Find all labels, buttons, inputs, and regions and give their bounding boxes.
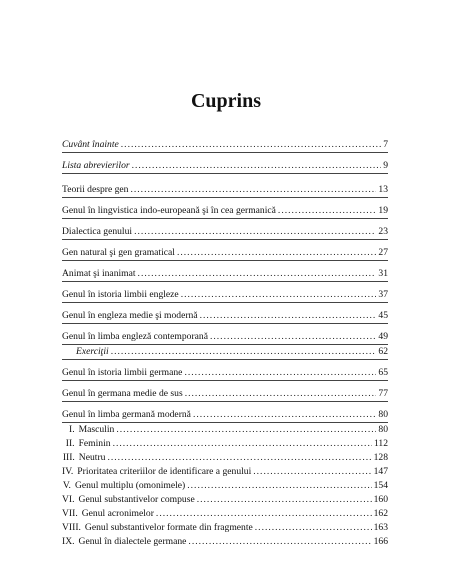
toc-subentry[interactable] — [62, 465, 388, 479]
toc-subentry-title: Feminin — [78, 438, 111, 449]
toc-entry-title: Teorii despre gen — [62, 184, 129, 195]
toc-page-number: 49 — [378, 331, 388, 342]
toc-page-number: 23 — [378, 226, 388, 237]
roman-numeral: II. — [65, 438, 75, 449]
toc-page-number: 160 — [373, 494, 388, 505]
toc-leader — [132, 159, 382, 173]
toc-leader — [181, 288, 377, 302]
toc-subentry[interactable] — [62, 437, 388, 451]
toc-entry-foreword[interactable] — [62, 138, 388, 152]
toc-page-number: 19 — [378, 205, 388, 216]
toc-page-number: 147 — [373, 466, 388, 477]
toc-subentry-title: Masculin — [78, 424, 115, 435]
toc-entry-title: Genul în limba germană modernă — [62, 409, 191, 420]
toc-leader — [210, 330, 376, 344]
toc-leader — [193, 408, 376, 422]
toc-leader — [177, 246, 376, 260]
roman-numeral: IX. — [62, 536, 75, 547]
toc-leader — [185, 387, 377, 401]
toc-entry[interactable] — [62, 267, 388, 281]
toc-subentry-title: Neutru — [78, 452, 106, 463]
roman-numeral: VII. — [62, 508, 78, 519]
toc-entry-title: Genul în istoria limbii engleze — [62, 289, 179, 300]
toc-leader — [138, 267, 377, 281]
toc-page-number: 112 — [373, 438, 388, 449]
toc-subentry-title: Genul în dialectele germane — [78, 536, 187, 547]
roman-numeral: III. — [62, 452, 75, 463]
toc-page-number: 62 — [378, 346, 388, 357]
toc-entry[interactable] — [62, 183, 388, 197]
toc-entry-title: Genul în engleza medie şi modernă — [62, 310, 198, 321]
toc-page-number: 31 — [378, 268, 388, 279]
subentry-list — [62, 423, 388, 549]
toc-entry[interactable] — [62, 288, 388, 302]
toc-subentry[interactable] — [62, 479, 388, 493]
toc-page-number: 128 — [373, 452, 388, 463]
toc-subentry-title: Genul substantivelor compuse — [78, 494, 195, 505]
toc-leader — [187, 479, 371, 493]
toc-leader — [184, 366, 376, 380]
toc-entry-title: Gen natural şi gen gramatical — [62, 247, 175, 258]
toc-entry-exercises[interactable] — [62, 345, 388, 359]
toc-page-number: 37 — [378, 289, 388, 300]
toc-leader — [278, 204, 376, 218]
toc-subentry[interactable] — [62, 535, 388, 549]
toc-leader — [255, 521, 372, 535]
toc-page-number: 154 — [373, 480, 388, 491]
toc-entry-title: Genul în istoria limbii germane — [62, 367, 183, 378]
roman-numeral: VIII. — [62, 522, 81, 533]
toc-entry[interactable] — [62, 246, 388, 260]
toc-page-number: 45 — [378, 310, 388, 321]
toc-leader — [121, 138, 381, 152]
toc-page-number: 65 — [378, 367, 388, 378]
toc-entry-title: Dialectica genului — [62, 226, 133, 237]
toc-subentry-title: Prioritatea criteriilor de identificare a genului — [77, 466, 252, 477]
toc-entry[interactable] — [62, 366, 388, 380]
roman-numeral: VI. — [62, 494, 75, 505]
toc-page-number: 13 — [378, 184, 388, 195]
toc-subentry-title: Genul multiplu (omonimele) — [74, 480, 186, 491]
toc-leader — [188, 535, 371, 549]
toc-page-number: 27 — [378, 247, 388, 258]
toc-page-number: 166 — [373, 536, 388, 547]
toc-entry-title: Exerciţii — [76, 346, 109, 357]
toc-page-number: 80 — [378, 424, 388, 435]
toc-entry[interactable] — [62, 309, 388, 323]
page-title: Cuprins — [190, 90, 262, 112]
toc-entry-abbreviations[interactable] — [62, 159, 388, 173]
toc-subentry[interactable] — [62, 521, 388, 535]
toc-page-number: 163 — [373, 522, 388, 533]
toc-entry-title: Cuvânt înainte — [62, 139, 119, 150]
toc-entry-title: Animat şi inanimat — [62, 268, 136, 279]
toc-subentry[interactable] — [62, 451, 388, 465]
toc-page-number: 9 — [383, 160, 388, 171]
toc-entry-title: Genul în lingvistica indo-europeană şi în cea germanică — [62, 205, 276, 216]
table-of-contents — [62, 138, 388, 549]
toc-leader — [200, 309, 377, 323]
roman-numeral: V. — [62, 480, 71, 491]
toc-entry[interactable] — [62, 330, 388, 344]
toc-leader — [113, 437, 372, 451]
toc-page-number: 7 — [383, 139, 388, 150]
toc-entry[interactable] — [62, 225, 388, 239]
roman-numeral: IV. — [62, 466, 74, 477]
toc-entry-title: Genul în limba engleză contemporană — [62, 331, 208, 342]
toc-entry-title: Genul în germana medie de sus — [62, 388, 183, 399]
toc-entry[interactable] — [62, 204, 388, 218]
toc-entry[interactable] — [62, 408, 388, 422]
toc-subentry[interactable] — [62, 493, 388, 507]
toc-subentry[interactable] — [62, 507, 388, 521]
toc-leader — [130, 183, 376, 197]
toc-page-number: 80 — [378, 409, 388, 420]
toc-page-number: 162 — [373, 508, 388, 519]
roman-numeral: I. — [69, 424, 75, 435]
toc-subentry-title: Genul acronimelor — [81, 508, 154, 519]
toc-leader — [116, 423, 376, 437]
toc-entry-title: Lista abrevierilor — [62, 160, 130, 171]
toc-entry[interactable] — [62, 387, 388, 401]
toc-leader — [197, 493, 372, 507]
toc-subentry[interactable] — [62, 423, 388, 437]
toc-page-number: 77 — [378, 388, 388, 399]
toc-leader — [253, 465, 371, 479]
toc-subentry-title: Genul substantivelor formate din fragmente — [84, 522, 253, 533]
toc-leader — [111, 345, 377, 359]
toc-leader — [107, 451, 371, 465]
toc-leader — [134, 225, 376, 239]
toc-leader — [156, 507, 372, 521]
